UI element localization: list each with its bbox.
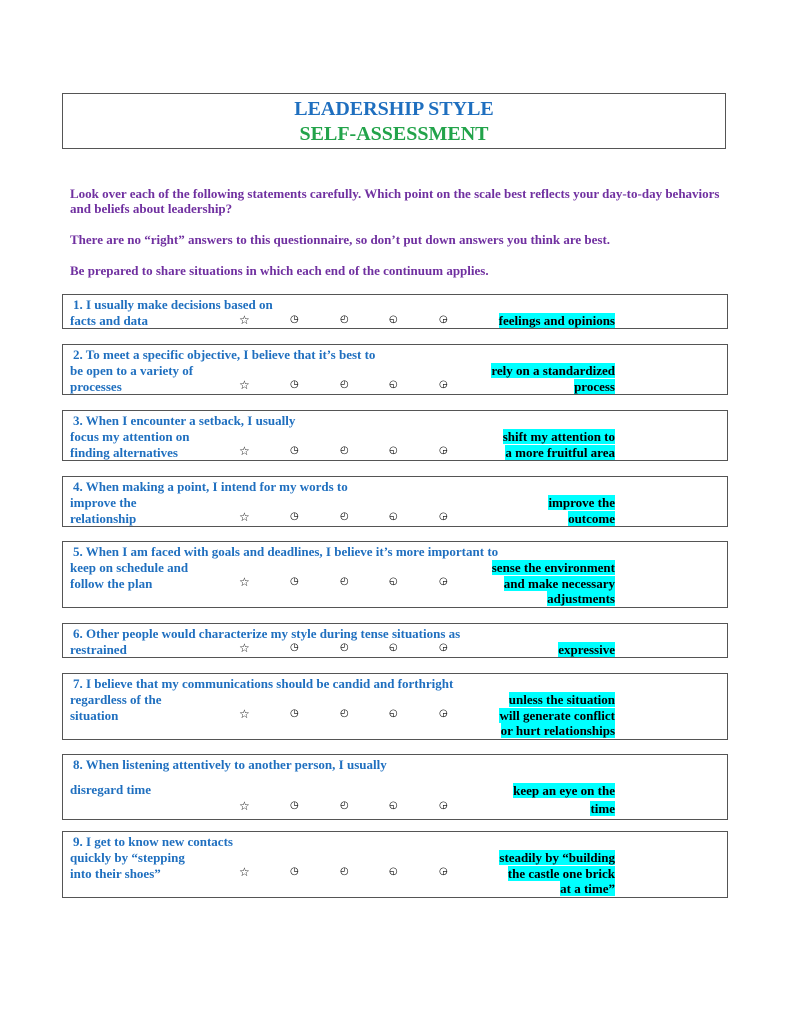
star-icon[interactable]: ☆ — [239, 707, 250, 721]
clock-icon[interactable]: ◷ — [290, 866, 299, 877]
right-anchor-line: the castle one brick — [507, 865, 615, 881]
right-anchor-line: keep an eye on the — [513, 783, 615, 798]
clock-icon[interactable]: ◶ — [439, 379, 448, 390]
clock-icon[interactable]: ◵ — [389, 800, 398, 811]
rating-scale — [239, 576, 459, 588]
right-anchor-line: unless the situation — [508, 692, 615, 707]
question-9 — [62, 831, 728, 898]
star-icon[interactable]: ☆ — [239, 641, 250, 655]
question-5 — [62, 541, 728, 608]
right-anchor-line: shift my attention to — [502, 429, 615, 444]
clock-icon[interactable]: ◵ — [389, 576, 398, 587]
clock-icon[interactable]: ◶ — [439, 576, 448, 587]
star-icon[interactable]: ☆ — [239, 510, 250, 524]
question-text: 5. When I am faced with goals and deadlines, I believe it’s more important to — [73, 544, 499, 559]
clock-icon[interactable]: ◷ — [290, 642, 299, 653]
clock-icon[interactable]: ◶ — [439, 800, 448, 811]
clock-icon[interactable]: ◴ — [340, 379, 349, 390]
right-anchor-line: sense the environment — [491, 560, 615, 575]
right-anchor — [492, 560, 615, 607]
title-box — [62, 93, 726, 149]
star-icon[interactable]: ☆ — [239, 575, 250, 589]
right-anchor-line: improve the — [548, 495, 615, 510]
clock-icon[interactable]: ◶ — [439, 314, 448, 325]
clock-icon[interactable]: ◴ — [340, 314, 349, 325]
star-icon[interactable]: ☆ — [239, 865, 250, 879]
star-icon[interactable]: ☆ — [239, 313, 250, 327]
question-text: 1. I usually make decisions based on — [73, 297, 273, 312]
clock-icon[interactable]: ◷ — [290, 800, 299, 811]
rating-scale — [239, 800, 459, 812]
right-anchor — [499, 692, 615, 739]
clock-icon[interactable]: ◶ — [439, 445, 448, 456]
clock-icon[interactable]: ◶ — [439, 511, 448, 522]
clock-icon[interactable]: ◷ — [290, 379, 299, 390]
right-anchor — [548, 495, 615, 526]
clock-icon[interactable]: ◵ — [389, 642, 398, 653]
rating-scale — [239, 445, 459, 457]
star-icon[interactable]: ☆ — [239, 444, 250, 458]
clock-icon[interactable]: ◵ — [389, 511, 398, 522]
right-anchor-line: expressive — [558, 642, 615, 657]
rating-scale — [239, 642, 459, 654]
rating-scale — [239, 866, 459, 878]
rating-scale — [239, 511, 459, 523]
right-anchor-line: or hurt relationships — [500, 723, 615, 738]
right-anchor — [491, 363, 615, 394]
right-anchor-line: a more fruitful area — [505, 444, 615, 460]
left-anchor: restrained — [70, 642, 127, 657]
question-1 — [62, 294, 728, 329]
clock-icon[interactable]: ◴ — [340, 800, 349, 811]
left-anchor: quickly by “stepping into their shoes” — [70, 850, 185, 881]
clock-icon[interactable]: ◶ — [439, 866, 448, 877]
right-anchor — [513, 782, 615, 818]
question-text: 7. I believe that my communications should be candid and forthright — [73, 676, 454, 691]
rating-scale — [239, 708, 459, 720]
right-anchor-line: at a time” — [560, 881, 615, 896]
right-anchor — [499, 313, 615, 329]
clock-icon[interactable]: ◷ — [290, 445, 299, 456]
page-title: LEADERSHIP STYLE — [294, 98, 494, 120]
intro-no-right-answers: There are no “right” answers to this questionnaire, so don’t put down answers you think are best. — [70, 232, 611, 247]
right-anchor-line: will generate conflict — [499, 707, 615, 723]
clock-icon[interactable]: ◶ — [439, 642, 448, 653]
clock-icon[interactable]: ◴ — [340, 511, 349, 522]
question-4 — [62, 476, 728, 527]
right-anchor-line: time — [590, 801, 615, 816]
question-text: 8. When listening attentively to another person, I usually — [73, 757, 387, 772]
left-anchor: improve the relationship — [70, 495, 137, 526]
clock-icon[interactable]: ◷ — [290, 576, 299, 587]
question-3 — [62, 410, 728, 461]
left-anchor: keep on schedule and follow the plan — [70, 560, 189, 591]
right-anchor-line: adjustments — [547, 591, 615, 606]
clock-icon[interactable]: ◴ — [340, 576, 349, 587]
clock-icon[interactable]: ◵ — [389, 314, 398, 325]
left-anchor: facts and data — [70, 313, 149, 328]
right-anchor-line: steadily by “building — [499, 850, 615, 865]
question-2 — [62, 344, 728, 395]
right-anchor — [499, 850, 615, 897]
right-anchor — [558, 642, 615, 658]
clock-icon[interactable]: ◴ — [340, 642, 349, 653]
clock-icon[interactable]: ◵ — [389, 708, 398, 719]
question-text: 4. When making a point, I intend for my words to — [73, 479, 348, 494]
intro-instructions: Look over each of the following statements carefully. Which point on the scale best reflects your day-to-day behaviors and beliefs about leadership? — [70, 186, 720, 216]
question-text: 9. I get to know new contacts — [73, 834, 233, 849]
question-text: 6. Other people would characterize my style during tense situations as — [73, 626, 461, 641]
right-anchor-line: and make necessary — [503, 575, 615, 591]
rating-scale — [239, 314, 459, 326]
question-text: 3. When I encounter a setback, I usually — [73, 413, 296, 428]
page-subtitle: SELF-ASSESSMENT — [299, 123, 489, 145]
star-icon[interactable]: ☆ — [239, 378, 250, 392]
clock-icon[interactable]: ◵ — [389, 379, 398, 390]
left-anchor: regardless of the situation — [70, 692, 162, 723]
question-8 — [62, 754, 728, 820]
clock-icon[interactable]: ◵ — [389, 445, 398, 456]
question-7 — [62, 673, 728, 740]
question-text: 2. To meet a specific objective, I believe that it’s best to — [73, 347, 376, 362]
intro-share-situations: Be prepared to share situations in which each end of the continuum applies. — [70, 263, 489, 278]
clock-icon[interactable]: ◷ — [290, 511, 299, 522]
left-anchor: focus my attention on finding alternatives — [70, 429, 190, 460]
question-6 — [62, 623, 728, 658]
clock-icon[interactable]: ◴ — [340, 708, 349, 719]
clock-icon[interactable]: ◷ — [290, 708, 299, 719]
right-anchor — [503, 429, 615, 460]
clock-icon[interactable]: ◷ — [290, 314, 299, 325]
clock-icon[interactable]: ◵ — [389, 866, 398, 877]
right-anchor-line: rely on a standardized — [491, 363, 615, 378]
left-anchor: be open to a variety of processes — [70, 363, 194, 394]
clock-icon[interactable]: ◶ — [439, 708, 448, 719]
left-anchor: disregard time — [70, 782, 151, 797]
star-icon[interactable]: ☆ — [239, 799, 250, 813]
clock-icon[interactable]: ◴ — [340, 866, 349, 877]
right-anchor-line: feelings and opinions — [498, 313, 615, 328]
right-anchor-line: process — [574, 378, 615, 394]
clock-icon[interactable]: ◴ — [340, 445, 349, 456]
rating-scale — [239, 379, 459, 391]
right-anchor-line: outcome — [568, 510, 615, 526]
